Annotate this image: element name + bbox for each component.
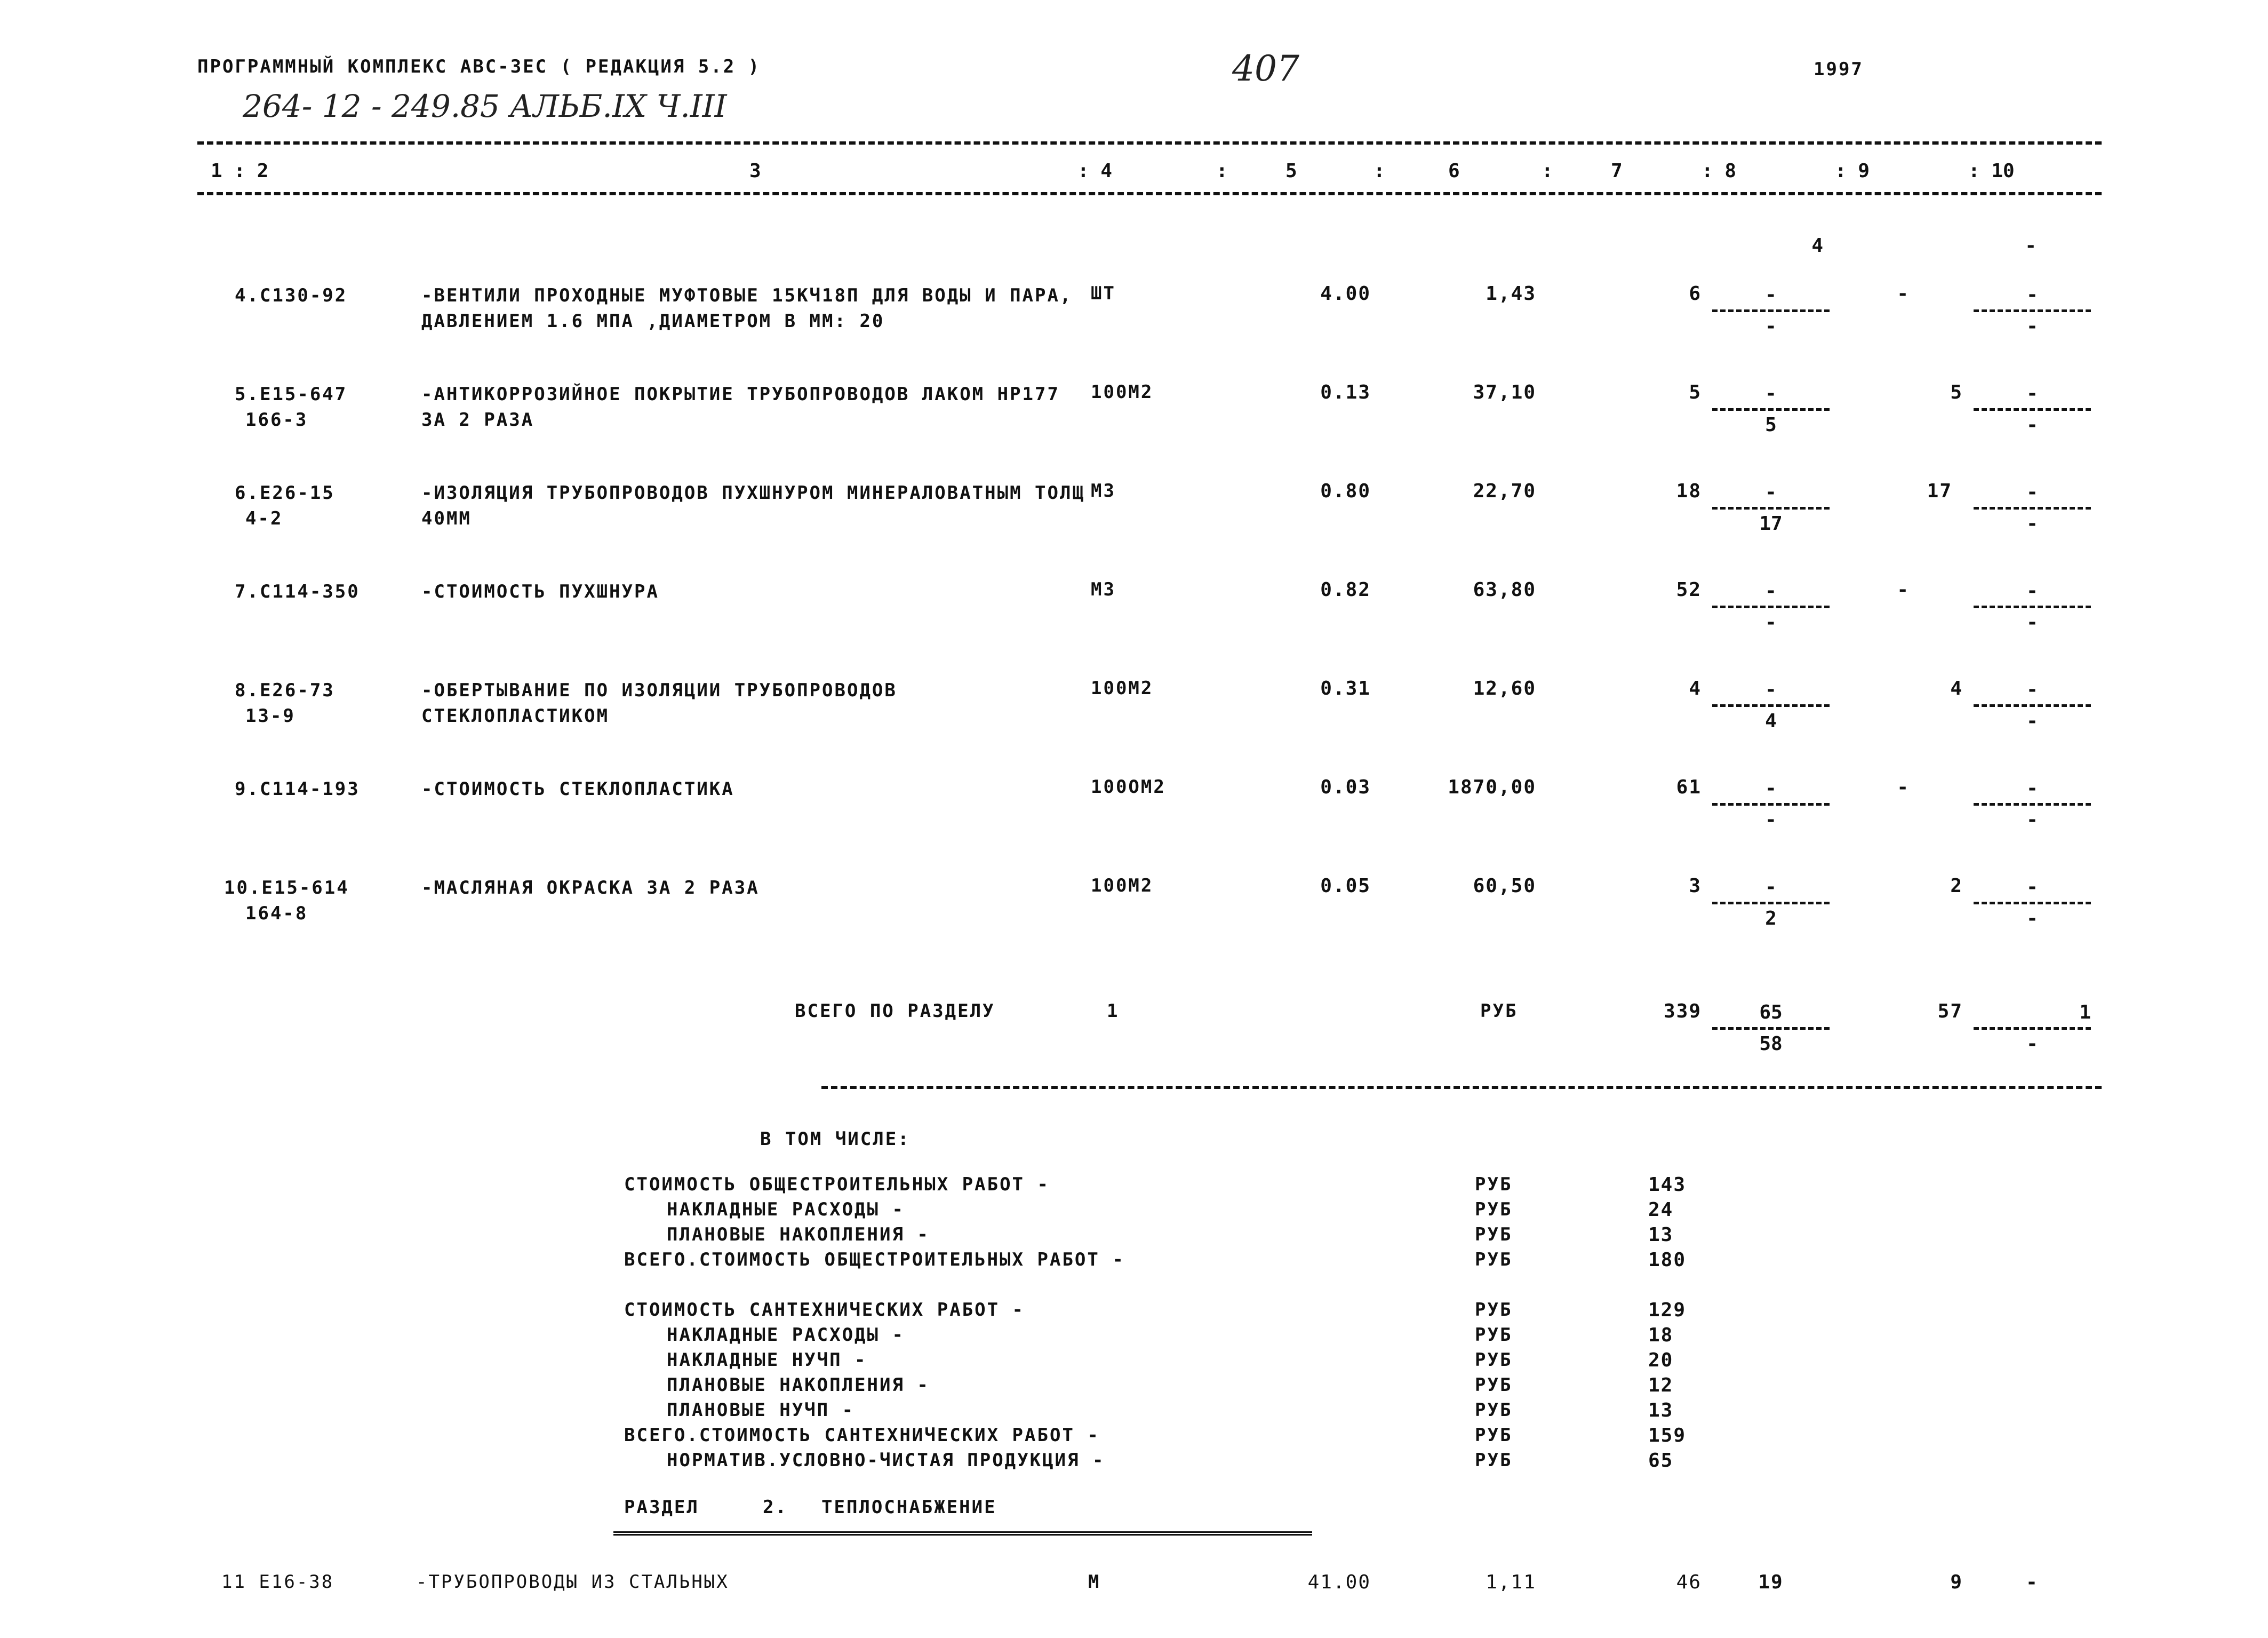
row-total: 61 [1676, 776, 1702, 798]
row-description: -ИЗОЛЯЦИЯ ТРУБОПРОВОДОВ ПУХШНУРОМ МИНЕРАЛОВАТНЫМ ТОЛЩ 40ММ [421, 482, 1085, 529]
breakdown-label: НОРМАТИВ.УСЛОВНО-ЧИСТАЯ ПРОДУКЦИЯ - [667, 1450, 1105, 1471]
row-col10 [1974, 579, 2091, 635]
breakdown-label: ПЛАНОВЫЕ НАКОПЛЕНИЯ - [667, 1374, 930, 1396]
fraction-bar [1974, 606, 2091, 608]
row-quantity: 0.03 [1320, 776, 1371, 798]
row-col8-top: - [1765, 284, 1777, 306]
row-col8-bottom: - [1765, 809, 1777, 831]
row-col10-top: - [2026, 481, 2038, 503]
row-quantity: 0.80 [1320, 480, 1371, 502]
breakdown-value: 18 [1648, 1324, 1674, 1346]
breakdown-unit: РУБ [1475, 1400, 1513, 1421]
row-col8-bottom: 17 [1759, 513, 1783, 535]
breakdown-unit: РУБ [1475, 1450, 1513, 1471]
row-col9: - [1897, 579, 1910, 601]
row-col10-bottom: - [2026, 315, 2038, 337]
breakdown-value: 180 [1648, 1249, 1687, 1271]
row-unit: 100М2 [1091, 875, 1154, 896]
row-price: 22,70 [1473, 480, 1536, 502]
fraction-bar [1712, 1027, 1830, 1030]
row-col8-top: - [1765, 481, 1777, 503]
carry-col8: 4 [1811, 235, 1824, 257]
breakdown-value: 159 [1648, 1425, 1687, 1446]
row-col9: - [1897, 776, 1910, 798]
row-price: 37,10 [1473, 381, 1536, 403]
section-total-col10-bottom: - [2026, 1033, 2038, 1055]
row-code-line2: 4-2 [245, 508, 283, 529]
row-col8: 19 [1758, 1571, 1784, 1593]
row-unit: ШТ [1091, 283, 1116, 304]
section-total-unit: РУБ [1480, 1000, 1518, 1022]
row-col10-bottom: - [2026, 513, 2038, 535]
row-col10-bottom: - [2026, 611, 2038, 633]
row-col8-bottom: 2 [1765, 908, 1777, 929]
col-num-9: : 9 [1835, 160, 1870, 182]
row-col10 [1974, 283, 2091, 339]
fraction-bar [1974, 803, 2091, 806]
row-total: 52 [1676, 579, 1702, 601]
section-total-col10 [1974, 1000, 2091, 1056]
row-total: 6 [1689, 283, 1702, 305]
row-col8 [1712, 381, 1830, 438]
fraction-bar [1974, 507, 2091, 510]
breakdown-label: ПЛАНОВЫЕ НУЧП - [667, 1400, 855, 1421]
fraction-bar [1712, 704, 1830, 707]
row-total: 4 [1689, 678, 1702, 699]
fraction-bar [1974, 309, 2091, 312]
row-col9: 5 [1950, 381, 1963, 403]
row-unit: 100ОМ2 [1091, 776, 1166, 798]
row-col10-top: - [2026, 876, 2038, 898]
breakdown-label: ВСЕГО.СТОИМОСТЬ ОБЩЕСТРОИТЕЛЬНЫХ РАБОТ - [624, 1249, 1125, 1270]
section-total-section: 1 [1107, 1000, 1120, 1022]
handwritten-note: 264- 12 - 249.85 АЛЬБ.IX Ч.III [243, 88, 727, 124]
row-price: 63,80 [1473, 579, 1536, 601]
row-col10-top: - [2026, 383, 2038, 404]
row-col10 [1974, 776, 2091, 832]
row-col10-bottom: - [2026, 710, 2038, 732]
breakdown-value: 65 [1648, 1450, 1674, 1472]
next-section-number: 2. [763, 1497, 788, 1518]
table-row [0, 678, 2268, 774]
row-code: 9.С114-193 [235, 778, 360, 800]
row-description: -ТРУБОПРОВОДЫ ИЗ СТАЛЬНЫХ [416, 1571, 729, 1593]
next-section-label: РАЗДЕЛ [624, 1497, 699, 1518]
table-row [0, 480, 2268, 576]
breakdown-unit: РУБ [1475, 1224, 1513, 1245]
breakdown-label: ПЛАНОВЫЕ НАКОПЛЕНИЯ - [667, 1224, 930, 1245]
row-description: -СТОИМОСТЬ ПУХШНУРА [421, 581, 659, 602]
row-code [235, 480, 335, 531]
row-unit: 100М2 [1091, 678, 1154, 699]
carry-col10: - [2025, 235, 2038, 257]
row-col9: - [1897, 283, 1910, 305]
row-col8-top: - [1765, 777, 1777, 799]
row-col10 [1974, 678, 2091, 734]
col-num-3: 3 [749, 160, 761, 182]
fraction-bar [1974, 902, 2091, 904]
row-col8-bottom: 5 [1765, 414, 1777, 436]
breakdown-label: НАКЛАДНЫЕ РАСХОДЫ - [667, 1199, 905, 1220]
row-quantity: 41.00 [1307, 1571, 1371, 1593]
row-col8 [1712, 875, 1830, 931]
row-code: 4.С130-92 [235, 285, 348, 306]
col-num-7: 7 [1611, 160, 1623, 182]
breakdown-unit: РУБ [1475, 1324, 1513, 1346]
row-col9: 2 [1950, 875, 1963, 897]
col-num-8: : 8 [1702, 160, 1737, 182]
row-code-line2: 164-8 [245, 903, 308, 924]
row-col8 [1712, 283, 1830, 339]
fraction-bar [1712, 803, 1830, 806]
breakdown-title: В ТОМ ЧИСЛЕ: [760, 1128, 911, 1150]
row-price: 12,60 [1473, 678, 1536, 699]
breakdown-value: 12 [1648, 1374, 1674, 1396]
row-col8-top: - [1765, 876, 1777, 898]
row-col8-bottom: - [1765, 611, 1777, 633]
breakdown-unit: РУБ [1475, 1349, 1513, 1371]
row-col10-bottom: - [2026, 809, 2038, 831]
year: 1997 [1814, 59, 1864, 80]
header-rule-bottom [197, 192, 2102, 195]
row-col8-top: - [1765, 679, 1777, 701]
col-sep-4: : [1216, 160, 1228, 182]
breakdown-unit: РУБ [1475, 1299, 1513, 1321]
breakdown-unit: РУБ [1475, 1199, 1513, 1220]
row-col10-top: - [2026, 284, 2038, 306]
row-description: -ВЕНТИЛИ ПРОХОДНЫЕ МУФТОВЫЕ 15КЧ18П ДЛЯ ВОДЫ И ПАРА, ДАВЛЕНИЕМ 1.6 МПА ,ДИАМЕТРОМ В ММ: 20 [421, 285, 1073, 332]
col-num-4: : 4 [1077, 160, 1113, 182]
section-total-col8-top: 65 [1759, 1001, 1783, 1023]
row-col9: 9 [1950, 1571, 1963, 1593]
fraction-bar [1712, 408, 1830, 411]
col-num-5: 5 [1285, 160, 1297, 182]
fraction-bar [1974, 1027, 2091, 1030]
breakdown-unit: РУБ [1475, 1174, 1513, 1195]
section-total-label: ВСЕГО ПО РАЗДЕЛУ [795, 1000, 995, 1022]
breakdown-label: НАКЛАДНЫЕ РАСХОДЫ - [667, 1324, 905, 1346]
row-code-line2: 166-3 [245, 409, 308, 431]
breakdown-unit: РУБ [1475, 1374, 1513, 1396]
row-description: -ОБЕРТЫВАНИЕ ПО ИЗОЛЯЦИИ ТРУБОПРОВОДОВ СТЕКЛОПЛАСТИКОМ [421, 680, 897, 727]
table-row [0, 381, 2268, 478]
row-col10 [1974, 480, 2091, 536]
section-total-row [0, 1000, 2268, 1096]
row-unit: 100М2 [1091, 381, 1154, 403]
section-total-rule [821, 1086, 2102, 1089]
table-row [0, 283, 2268, 379]
row-quantity: 0.13 [1320, 381, 1371, 403]
page-number: 407 [1232, 48, 1299, 89]
row-total: 46 [1676, 1571, 1702, 1593]
row-col8 [1712, 776, 1830, 832]
col-num-10: : 10 [1968, 160, 2015, 182]
row-total: 5 [1689, 381, 1702, 403]
row-col8-bottom: - [1765, 315, 1777, 337]
row-total: 18 [1676, 480, 1702, 502]
row-col10: - [2026, 1571, 2039, 1593]
row-col10-bottom: - [2026, 414, 2038, 436]
row-unit: М [1088, 1571, 1101, 1593]
breakdown-value: 13 [1648, 1224, 1674, 1246]
row-code [235, 381, 347, 433]
row-col10 [1974, 381, 2091, 438]
row-price: 1870,00 [1448, 776, 1536, 798]
row-code [224, 875, 349, 926]
row-code: 7.С114-350 [235, 581, 360, 602]
breakdown-value: 20 [1648, 1349, 1674, 1371]
row-col9: 17 [1927, 480, 1952, 502]
section-total-value: 339 [1663, 1000, 1702, 1022]
header-rule-top [197, 141, 2102, 145]
row-col10-top: - [2026, 777, 2038, 799]
row-description: -АНТИКОРРОЗИЙНОЕ ПОКРЫТИЕ ТРУБОПРОВОДОВ ЛАКОМ НР177 ЗА 2 РАЗА [421, 384, 1060, 431]
row-price: 1,11 [1486, 1571, 1536, 1593]
row-col8-top: - [1765, 383, 1777, 404]
row-code-line1: 5.Е15-647 [235, 384, 348, 405]
row-code-line1: 6.Е26-15 [235, 482, 335, 504]
row-total: 3 [1689, 875, 1702, 897]
row-quantity: 4.00 [1320, 283, 1371, 305]
col-num-6: 6 [1448, 160, 1460, 182]
row-col10 [1974, 875, 2091, 931]
fraction-bar [1712, 902, 1830, 904]
breakdown-value: 143 [1648, 1174, 1687, 1196]
table-row [0, 875, 2268, 971]
table-row [0, 1571, 2268, 1603]
row-col8 [1712, 480, 1830, 536]
row-col8-top: - [1765, 580, 1777, 602]
row-code: 11 Е16-38 [221, 1571, 334, 1593]
section-total-col9: 57 [1937, 1000, 1963, 1022]
row-col8 [1712, 678, 1830, 734]
fraction-bar [1712, 507, 1830, 510]
breakdown-unit: РУБ [1475, 1425, 1513, 1446]
row-quantity: 0.82 [1320, 579, 1371, 601]
fraction-bar [1974, 408, 2091, 411]
row-description: -СТОИМОСТЬ СТЕКЛОПЛАСТИКА [421, 778, 734, 800]
row-price: 60,50 [1473, 875, 1536, 897]
row-col10-bottom: - [2026, 908, 2038, 929]
fraction-bar [1712, 606, 1830, 608]
program-title: ПРОГРАММНЫЙ КОМПЛЕКС АВС-ЗЕС ( РЕДАКЦИЯ 5.2 ) [197, 56, 761, 77]
row-code-line2: 13-9 [245, 705, 296, 727]
breakdown-value: 129 [1648, 1299, 1687, 1321]
section-total-col10-top: 1 [2079, 1001, 2091, 1023]
breakdown-label: НАКЛАДНЫЕ НУЧП - [667, 1349, 867, 1371]
section-double-rule [613, 1531, 1312, 1536]
col-sep-5: : [1373, 160, 1385, 182]
table-row [0, 579, 2268, 675]
breakdown-label: СТОИМОСТЬ САНТЕХНИЧЕСКИХ РАБОТ - [624, 1299, 1025, 1321]
row-price: 1,43 [1486, 283, 1536, 305]
breakdown-unit: РУБ [1475, 1249, 1513, 1270]
row-code-line1: 10.Е15-614 [224, 877, 349, 898]
table-row [0, 776, 2268, 872]
row-quantity: 0.31 [1320, 678, 1371, 699]
breakdown-value: 24 [1648, 1199, 1674, 1221]
row-col10-top: - [2026, 679, 2038, 701]
row-unit: М3 [1091, 579, 1116, 600]
fraction-bar [1712, 309, 1830, 312]
fraction-bar [1974, 704, 2091, 707]
section-total-col8 [1712, 1000, 1830, 1056]
section-total-col8-bottom: 58 [1759, 1033, 1783, 1055]
col-num-1-2: 1 : 2 [211, 160, 269, 182]
row-quantity: 0.05 [1320, 875, 1371, 897]
row-col8 [1712, 579, 1830, 635]
breakdown-value: 13 [1648, 1400, 1674, 1421]
next-section-title: ТЕПЛОСНАБЖЕНИЕ [821, 1497, 997, 1518]
breakdown-label: СТОИМОСТЬ ОБЩЕСТРОИТЕЛЬНЫХ РАБОТ - [624, 1174, 1050, 1195]
row-col8-bottom: 4 [1765, 710, 1777, 732]
row-code [235, 678, 335, 729]
breakdown-label: ВСЕГО.СТОИМОСТЬ САНТЕХНИЧЕСКИХ РАБОТ - [624, 1425, 1100, 1446]
row-unit: М3 [1091, 480, 1116, 502]
row-col10-top: - [2026, 580, 2038, 602]
col-sep-6: : [1542, 160, 1553, 182]
row-description: -МАСЛЯНАЯ ОКРАСКА ЗА 2 РАЗА [421, 877, 760, 898]
row-code-line1: 8.Е26-73 [235, 680, 335, 701]
row-col9: 4 [1950, 678, 1963, 699]
